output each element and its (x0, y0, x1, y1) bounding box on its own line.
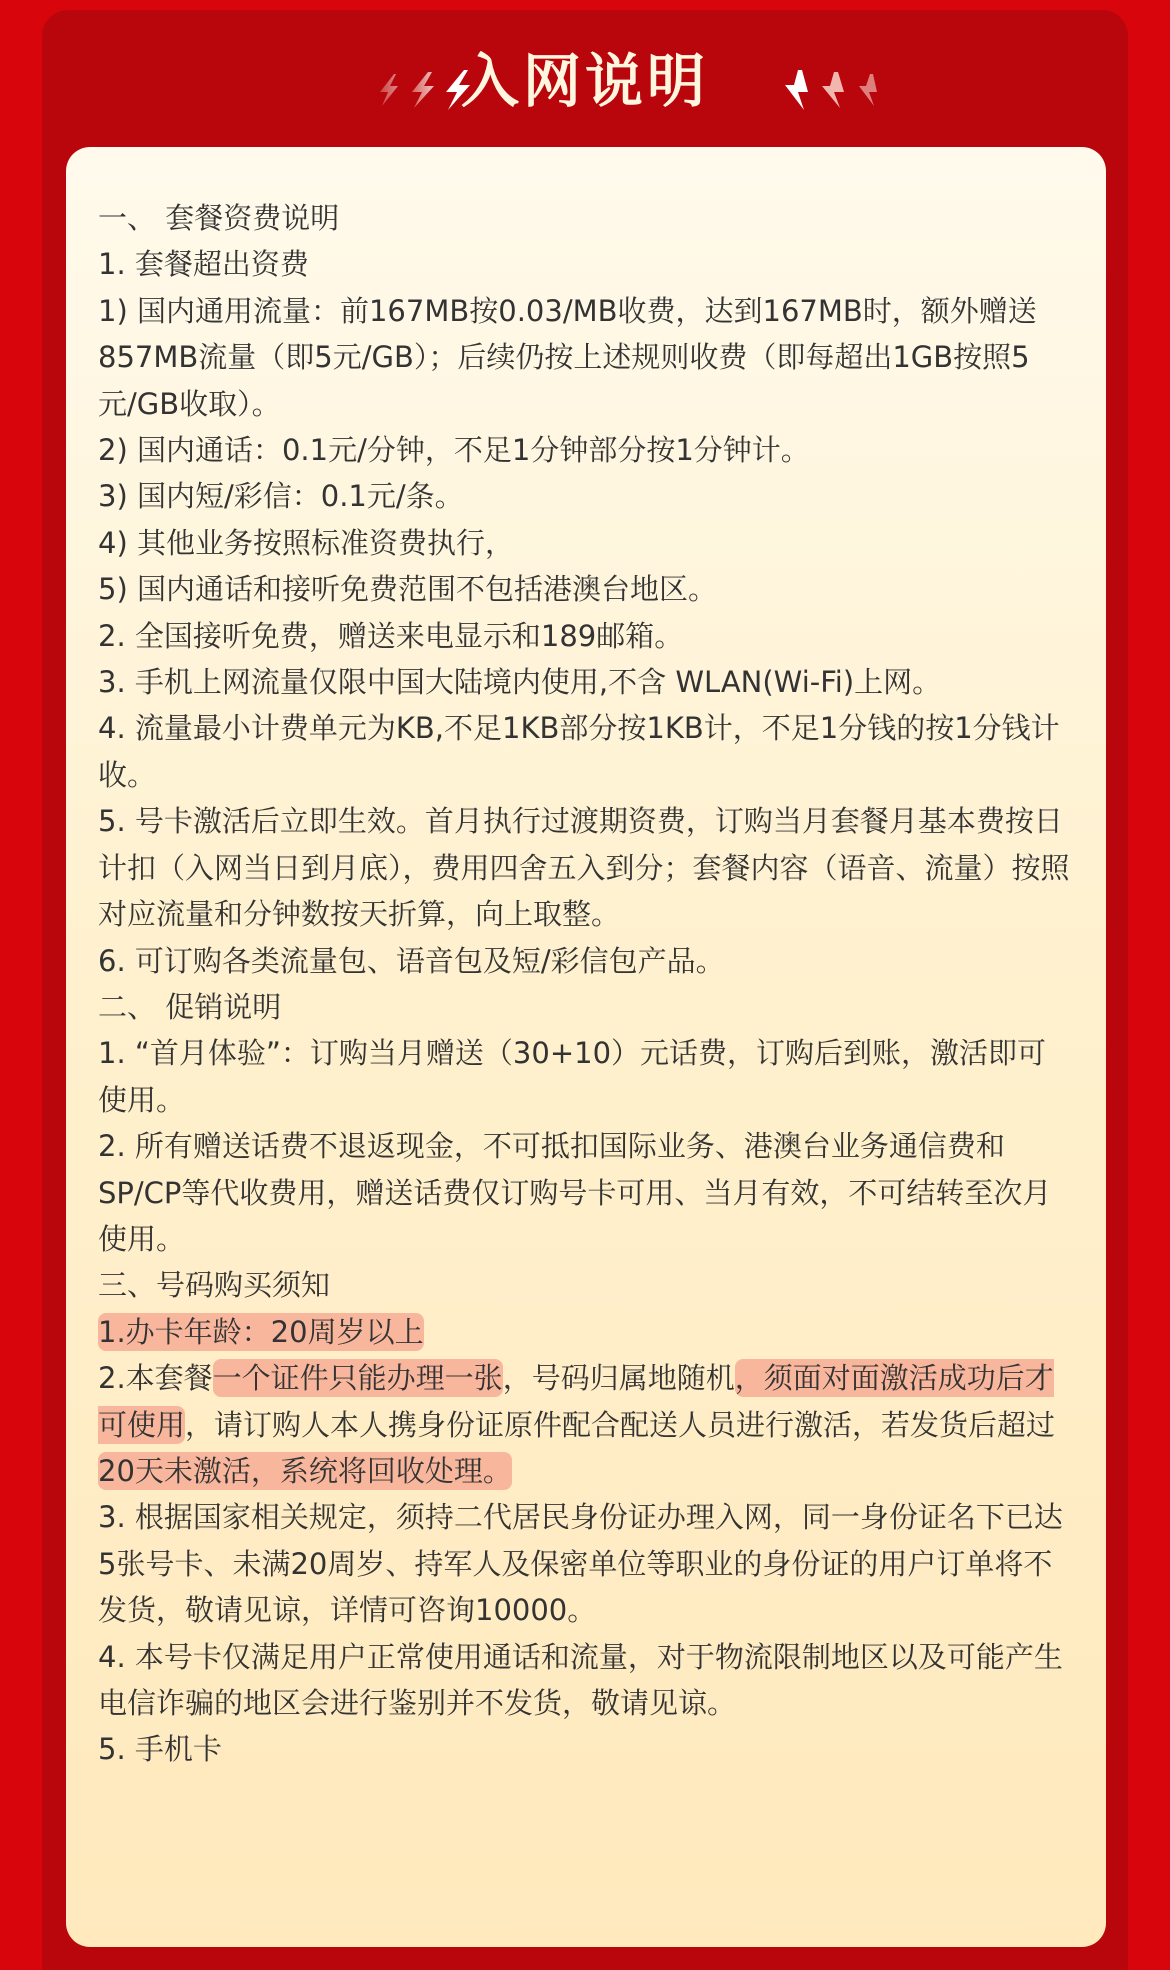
paragraph: 5. 号卡激活后立即生效。首月执行过渡期资费，订购当月套餐月基本费按日计扣（入网当日到月底），费用四舍五入到分；套餐内容（语音、流量）按照对应流量和分钟数按天折算，向上取整。 (98, 804, 1070, 932)
header (42, 10, 1128, 150)
content-panel (66, 147, 1106, 1947)
paragraph: 1. “首月体验”：订购当月赠送（30+10）元话费，订购后到账，激活即可使用。 (98, 1036, 1047, 1117)
paragraph: 5) 国内通话和接听免费范围不包括港澳台地区。 (98, 572, 717, 607)
paragraph: 6. 可订购各类流量包、语音包及短/彩信包产品。 (98, 943, 725, 978)
paragraph: 4. 本号卡仅满足用户正常使用通话和流量，对于物流限制地区以及可能产生电信诈骗的地区会进行鉴别并不发货，敬请见谅。 (98, 1639, 1063, 1720)
section-heading: 一、 套餐资费说明 (98, 201, 340, 235)
paragraph: 5. 手机卡 (98, 1732, 222, 1767)
section-heading: 三、号码购买须知 (98, 1268, 331, 1303)
paragraph: 3. 根据国家相关规定，须持二代居民身份证办理入网，同一身份证名下已达5张号卡、未满20周岁、持军人及保密单位等职业的身份证的用户订单将不发货，敬请见谅，详情可咨询10000。 (98, 1500, 1063, 1628)
paragraph (98, 1309, 1074, 1355)
highlighted-text: 1.办卡年龄：20周岁以上 (98, 1314, 424, 1349)
text-span: 2.本套餐 (98, 1361, 213, 1396)
paragraph: 4. 流量最小计费单元为KB,不足1KB部分按1KB计，不足1分钱的按1分钱计收。 (98, 711, 1060, 792)
lightning-bolts-icon (772, 68, 922, 112)
paragraph: 2. 所有赠送话费不退返现金，不可抵扣国际业务、港澳台业务通信费和SP/CP等代收费用，赠送话费仅订购号卡可用、当月有效，不可结转至次月使用。 (98, 1129, 1052, 1256)
subsection-heading: 1. 套餐超出资费 (98, 247, 309, 282)
highlighted-text: ，须面对面激活成功后才可使用 (98, 1361, 1054, 1442)
paragraph: 2) 国内通话：0.1元/分钟，不足1分钟部分按1分钟计。 (98, 433, 810, 468)
section-heading: 二、 促销说明 (98, 989, 282, 1024)
paragraph (98, 1355, 1074, 1494)
highlighted-text: 一个证件只能办理一张 (212, 1361, 503, 1396)
terms-text (98, 195, 1074, 1773)
paragraph: 3. 手机上网流量仅限中国大陆境内使用,不含 WLAN(Wi-Fi)上网。 (98, 665, 942, 700)
text-span: ，号码归属地随机 (502, 1361, 735, 1396)
paragraph: 3) 国内短/彩信：0.1元/条。 (98, 479, 464, 514)
paragraph: 2. 全国接听免费，赠送来电显示和189邮箱。 (98, 618, 684, 653)
paragraph: 1) 国内通用流量：前167MB按0.03/MB收费，达到167MB时，额外赠送857MB流量（即5元/GB）；后续仍按上述规则收费（即每超出1GB按照5元/GB收取）。 (98, 293, 1037, 421)
text-span: ，请订购人本人携身份证原件配合配送人员进行激活，若发货后超过 (185, 1407, 1056, 1442)
paragraph: 4) 其他业务按照标准资费执行， (98, 525, 514, 560)
highlighted-text: 20天未激活，系统将回收处理。 (98, 1453, 512, 1488)
page-title: 入网说明 (460, 47, 709, 115)
